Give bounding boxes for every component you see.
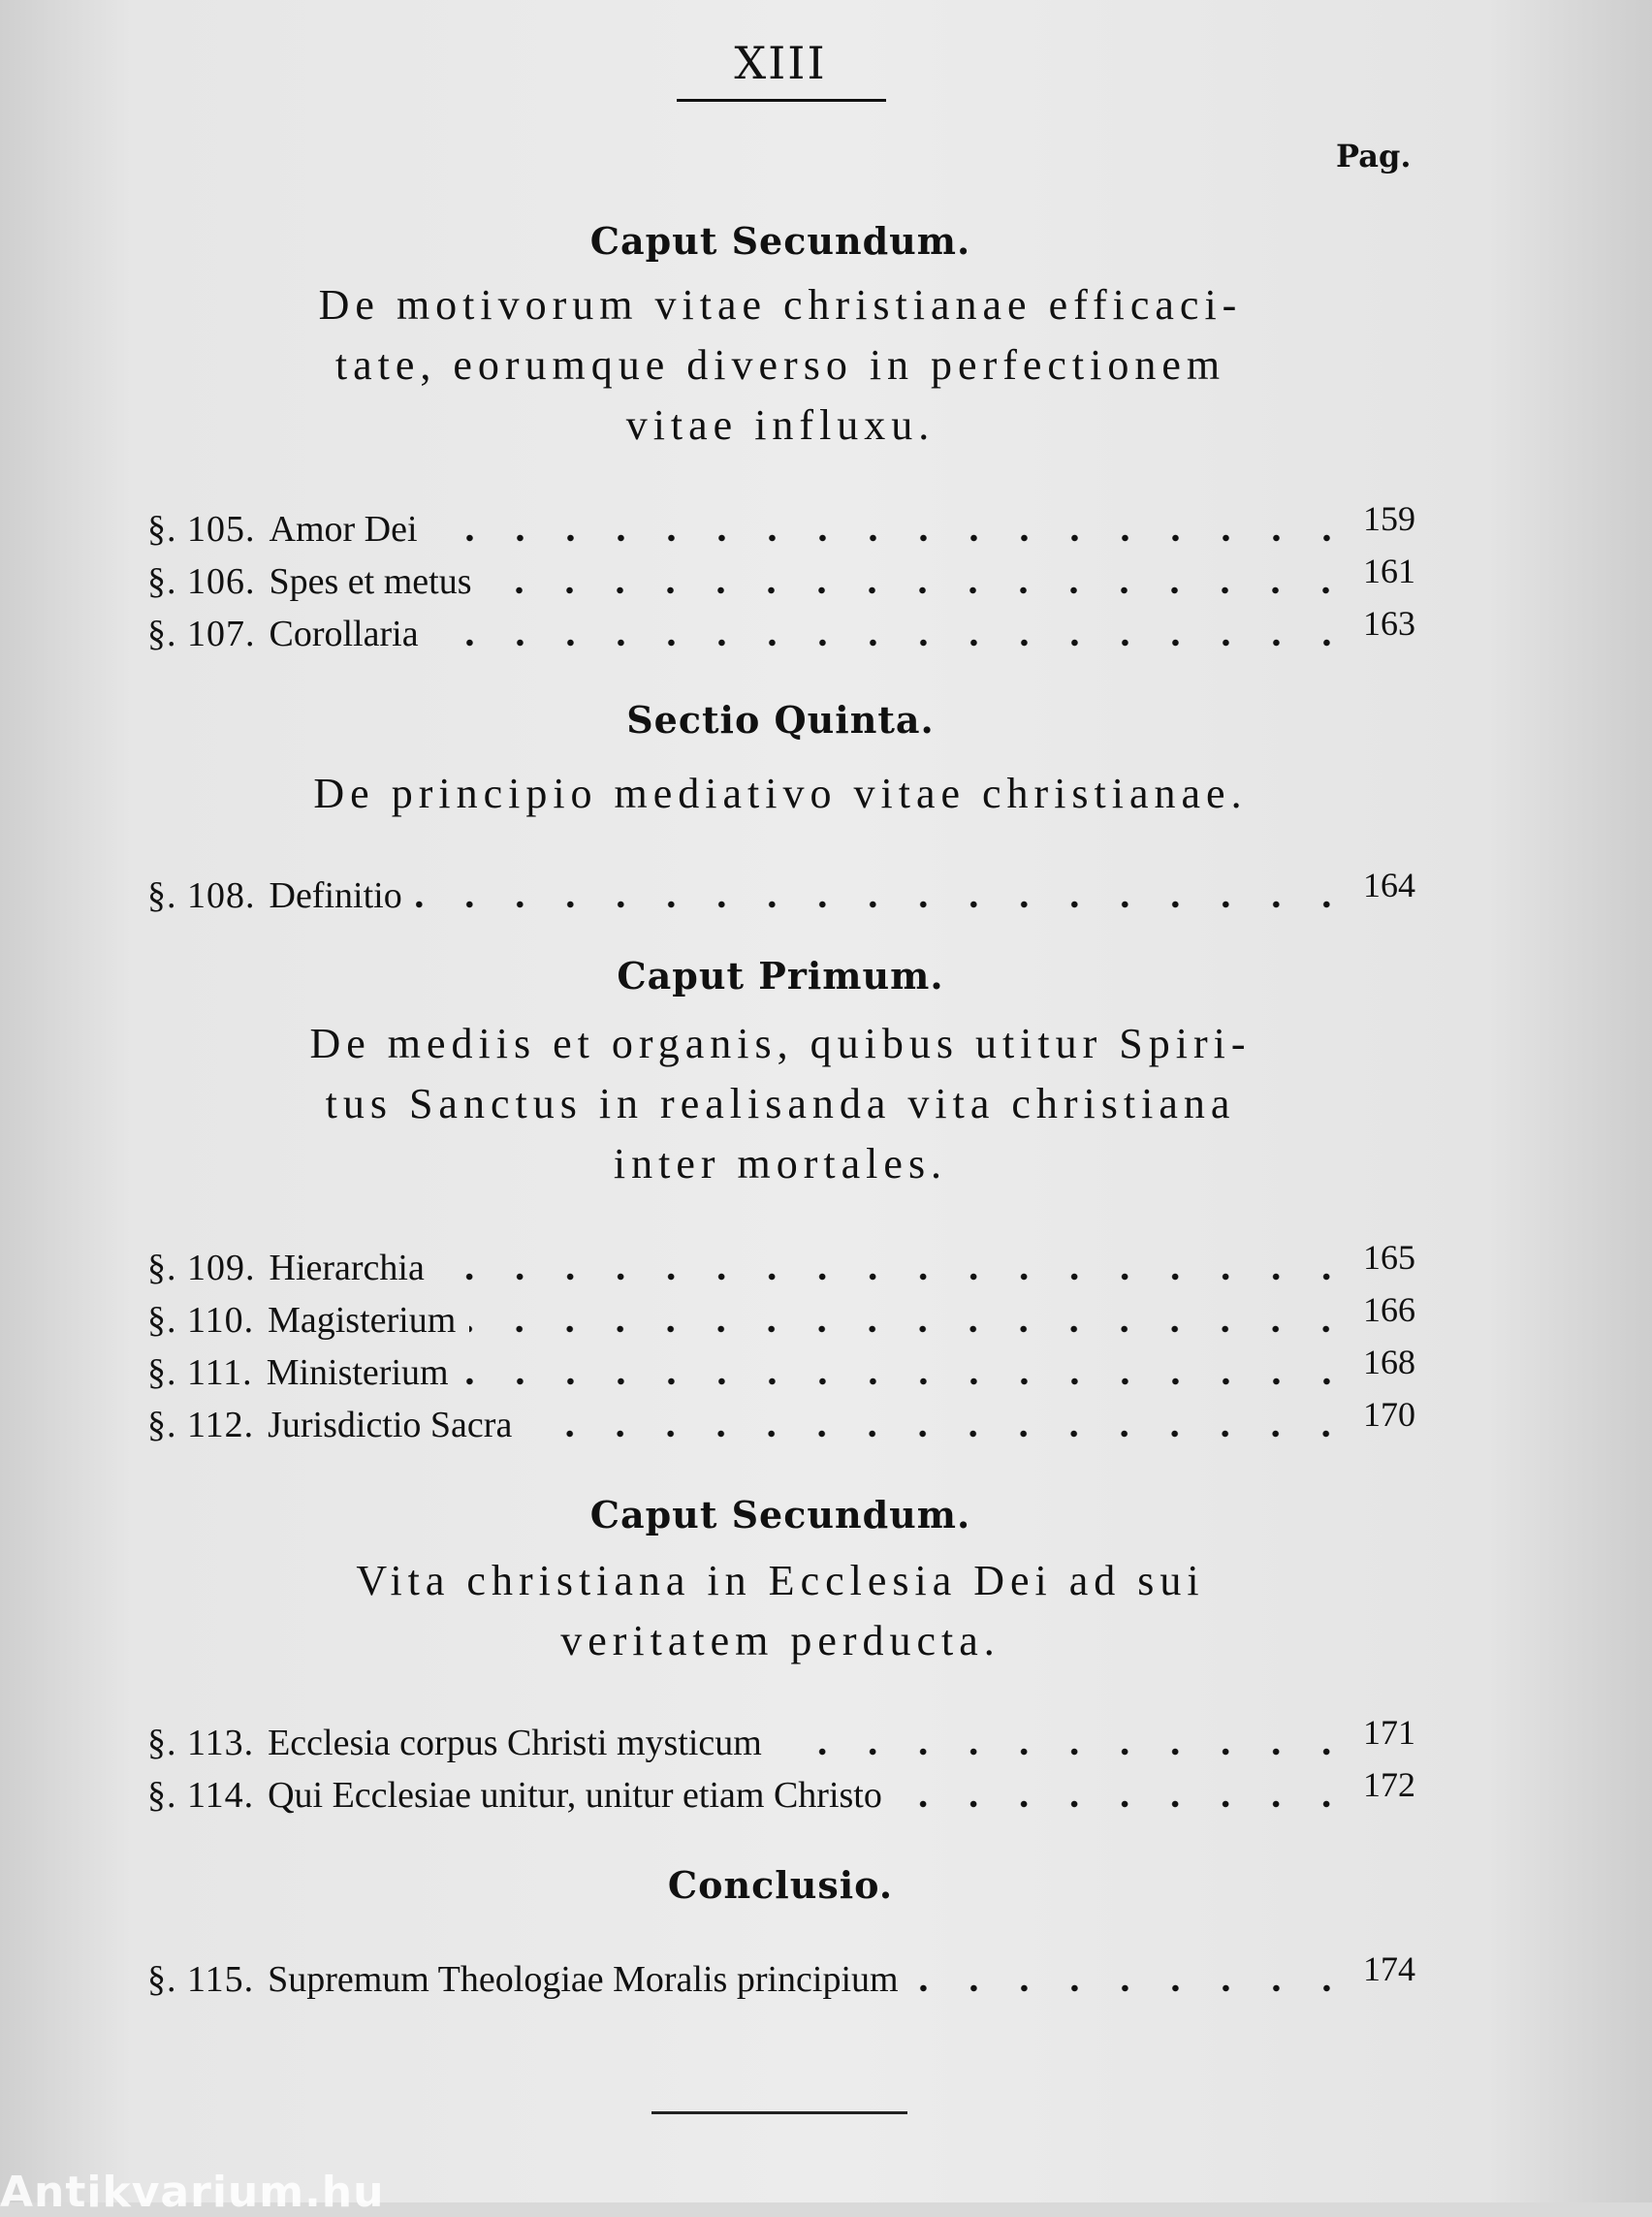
chapter-subtitle — [155, 275, 1406, 456]
chapter-heading: Caput Secundum. — [589, 1493, 971, 1536]
toc-entry — [147, 1343, 1415, 1394]
toc-entry — [147, 1765, 1415, 1817]
toc-entry — [147, 1238, 1415, 1289]
toc-entry — [147, 1949, 1415, 2001]
dot-leader — [438, 1272, 1351, 1282]
entry-page: 170 — [1363, 1395, 1415, 1434]
conclusion-heading: Conclusio. — [667, 1863, 894, 1907]
dot-leader — [416, 900, 1351, 909]
toc-entry — [147, 1713, 1415, 1764]
toc-entry — [147, 604, 1415, 655]
entry-title: Corollaria — [269, 614, 419, 654]
subtitle-line: inter mortales. — [613, 1140, 948, 1188]
entry-number: §. 108. — [147, 875, 256, 916]
entry-page: 168 — [1363, 1343, 1415, 1381]
header-rule — [677, 99, 886, 102]
chapter-subtitle — [155, 1014, 1406, 1194]
entry-number: §. 109. — [147, 1248, 256, 1288]
watermark: Antikvarium.hu — [0, 2168, 385, 2217]
dot-leader — [776, 1747, 1351, 1757]
entry-title: Spes et metus — [269, 561, 472, 602]
entry-page: 174 — [1363, 1949, 1415, 1988]
entry-page: 166 — [1363, 1290, 1415, 1329]
subtitle-line: De motivorum vitae christianae efficaci- — [318, 281, 1243, 329]
entry-number: §. 106. — [147, 561, 256, 602]
entry-number: §. 112. — [147, 1405, 255, 1445]
chapter-heading: Caput Primum. — [617, 954, 944, 998]
entry-title: Supremum Theologiae Moralis principium — [268, 1959, 899, 2000]
entry-title: Magisterium — [268, 1300, 457, 1341]
dot-leader — [469, 1324, 1351, 1334]
dot-leader — [525, 1429, 1351, 1439]
entry-title: Ecclesia corpus Christi mysticum — [268, 1723, 762, 1763]
entry-page: 159 — [1363, 499, 1415, 538]
entry-page: 163 — [1363, 604, 1415, 643]
footer-rule — [651, 2111, 907, 2114]
entry-title: Qui Ecclesiae unitur, unitur etiam Christo — [268, 1775, 882, 1816]
entry-number: §. 107. — [147, 614, 256, 654]
entry-page: 171 — [1363, 1713, 1415, 1752]
subtitle-line: De mediis et organis, quibus utitur Spiri- — [309, 1020, 1252, 1067]
entry-page: 172 — [1363, 1765, 1415, 1804]
toc-entry — [147, 866, 1415, 917]
section-heading: Sectio Quinta. — [626, 698, 935, 742]
dot-leader — [485, 586, 1351, 595]
entry-number: §. 114. — [147, 1775, 255, 1816]
dot-leader — [462, 1377, 1351, 1386]
entry-title: Amor Dei — [269, 509, 418, 550]
dot-leader — [431, 533, 1351, 543]
toc-entry — [147, 499, 1415, 551]
dot-leader — [896, 1799, 1351, 1809]
section-subtitle — [155, 764, 1406, 824]
subtitle-line: De principio mediativo vitae christianae. — [313, 770, 1248, 817]
toc-entry — [147, 1395, 1415, 1446]
entry-title: Ministerium — [266, 1352, 449, 1393]
chapter-heading: Caput Secundum. — [589, 219, 971, 263]
entry-number: §. 105. — [147, 509, 256, 550]
toc-entry — [147, 552, 1415, 603]
entry-page: 165 — [1363, 1238, 1415, 1277]
pag-column-label: Pag. — [1336, 138, 1412, 174]
entry-number: §. 115. — [147, 1959, 255, 2000]
dot-leader — [912, 1983, 1351, 1993]
entry-page: 161 — [1363, 552, 1415, 590]
subtitle-line: Vita christiana in Ecclesia Dei ad sui — [356, 1557, 1205, 1604]
entry-title: Definitio — [269, 875, 402, 916]
entry-number: §. 111. — [147, 1352, 253, 1393]
entry-page: 164 — [1363, 866, 1415, 904]
subtitle-line: tus Sanctus in realisanda vita christiana — [325, 1080, 1236, 1127]
entry-number: §. 113. — [147, 1723, 255, 1763]
dot-leader — [432, 638, 1351, 648]
chapter-subtitle — [155, 1551, 1406, 1671]
subtitle-line: tate, eorumque diverso in perfectionem — [334, 341, 1226, 389]
subtitle-line: vitae influxu. — [625, 401, 936, 449]
subtitle-line: veritatem perducta. — [560, 1617, 1001, 1664]
entry-title: Hierarchia — [269, 1248, 425, 1288]
page-number: XIII — [734, 37, 827, 89]
toc-entry — [147, 1290, 1415, 1342]
entry-title: Jurisdictio Sacra — [268, 1405, 513, 1445]
entry-number: §. 110. — [147, 1300, 255, 1341]
